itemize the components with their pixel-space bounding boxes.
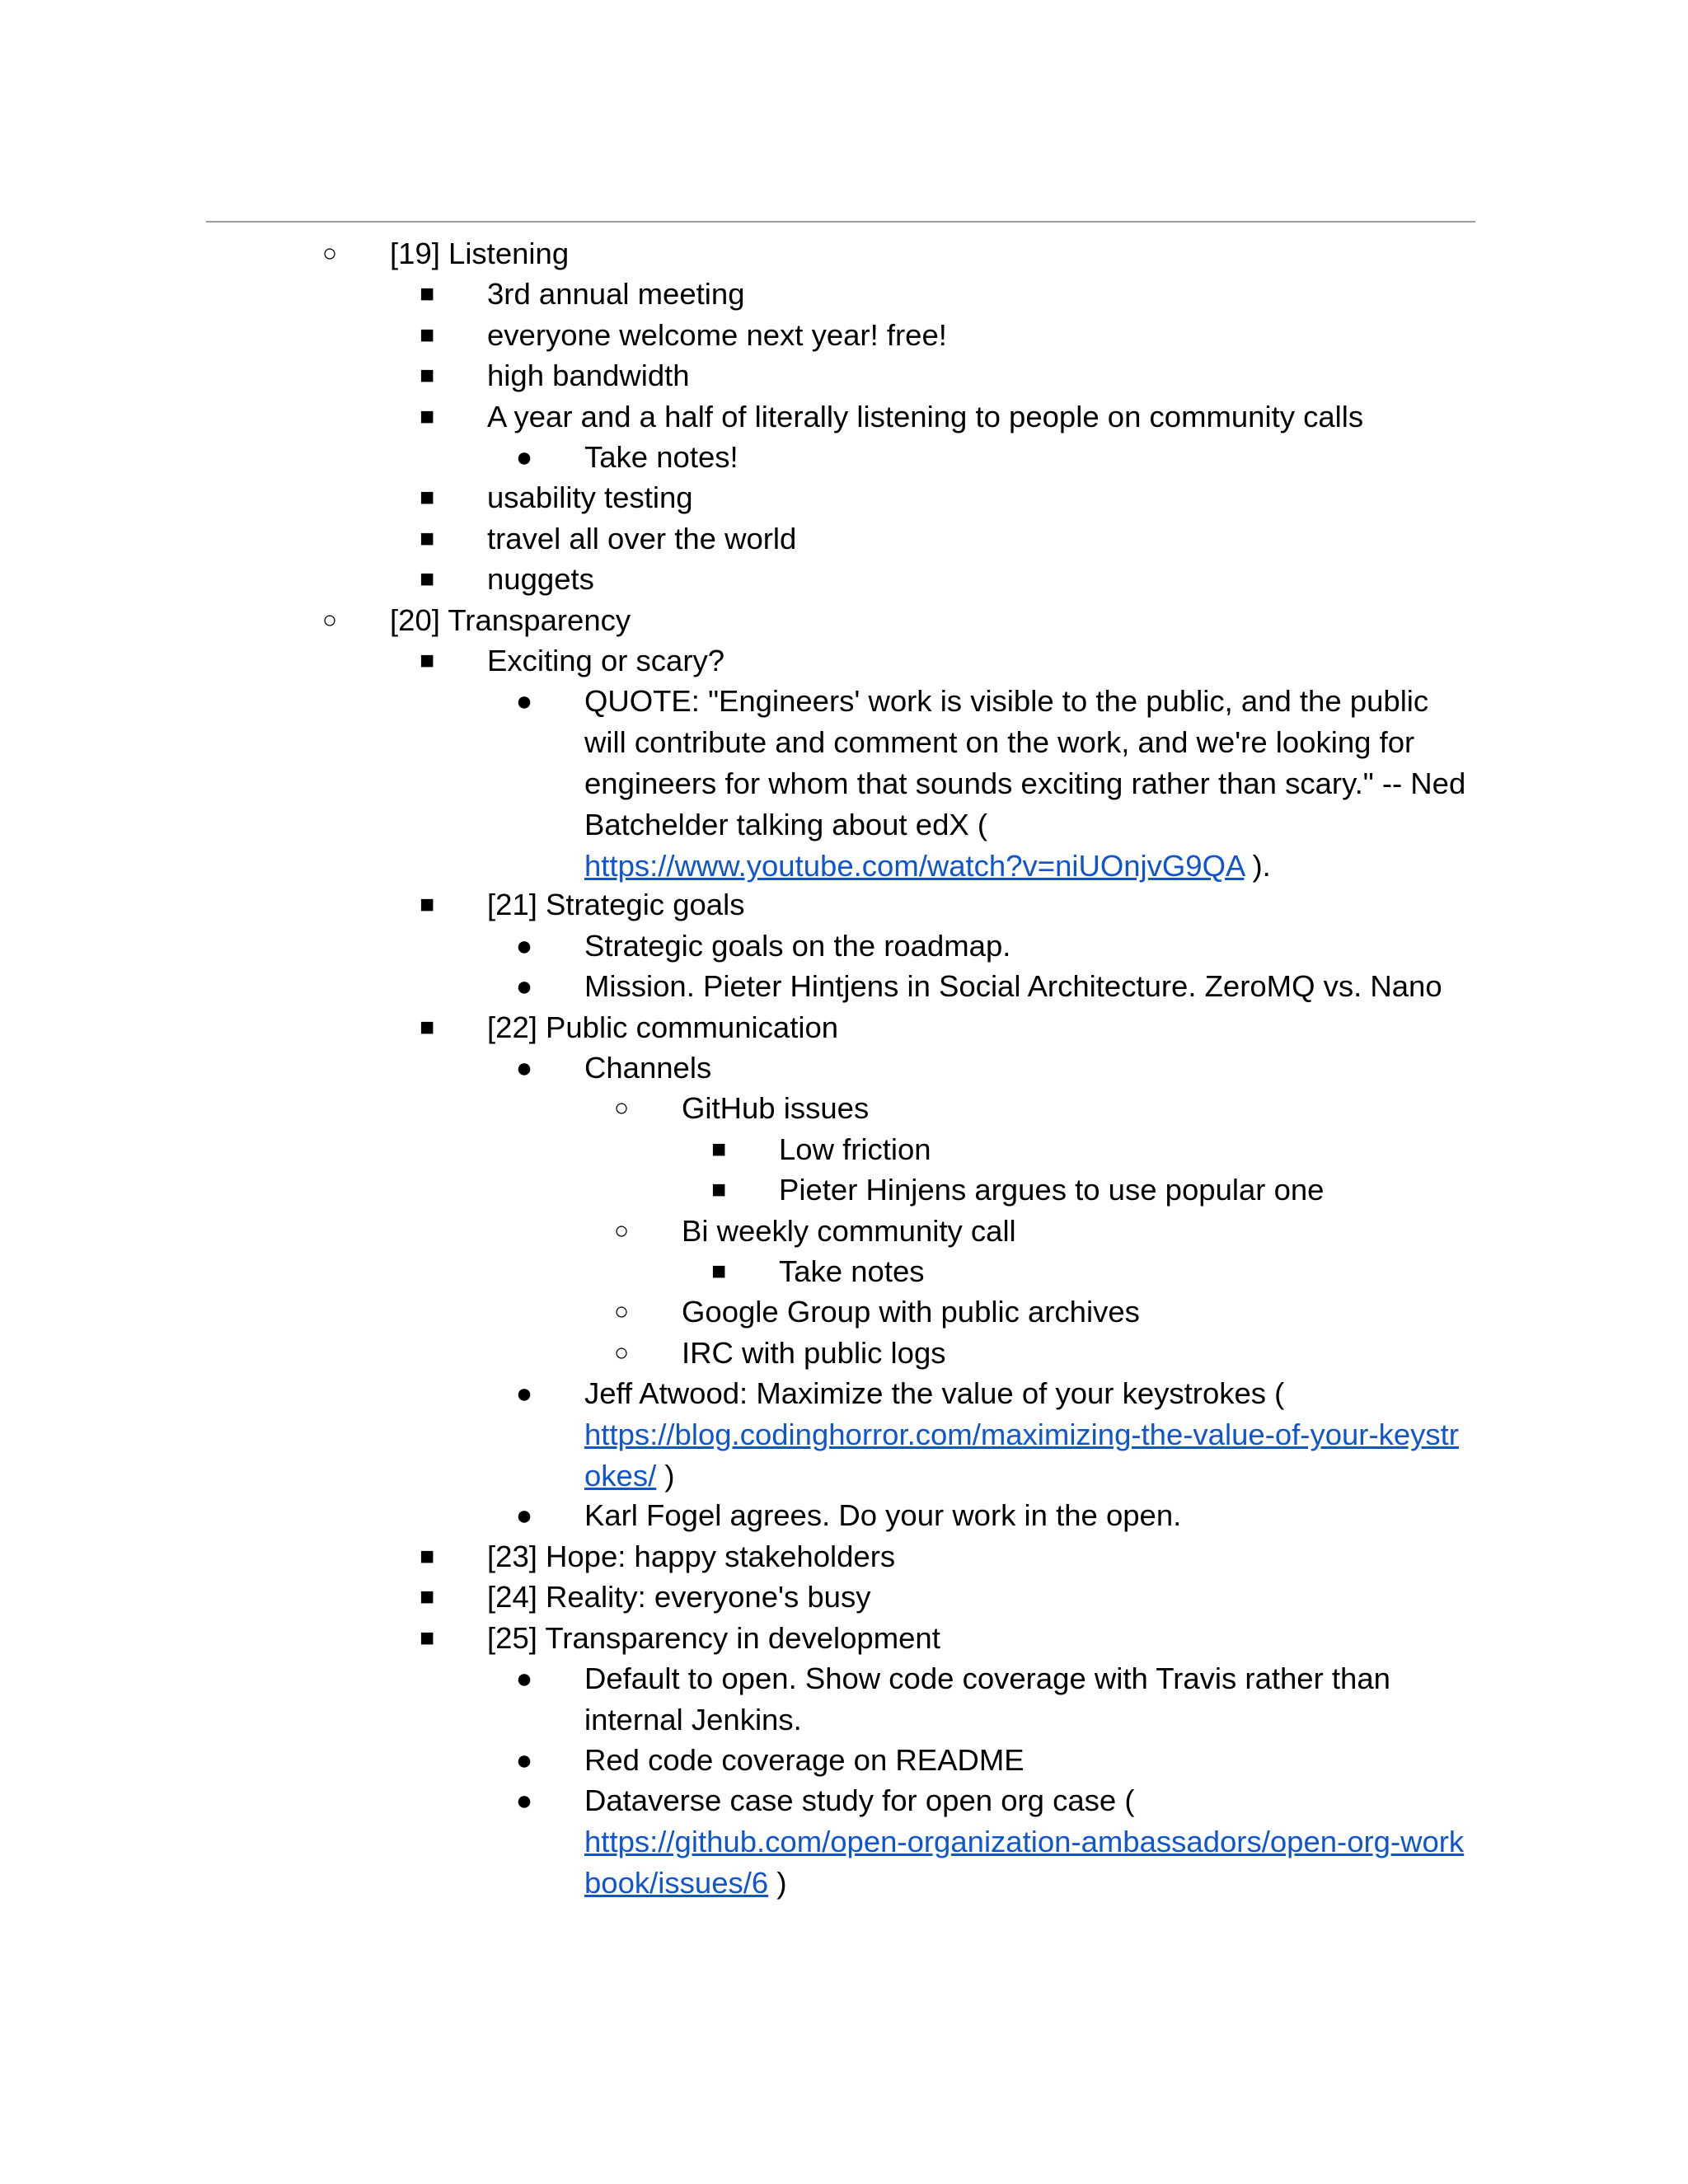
disc-bullet-icon: ● bbox=[515, 1785, 533, 1817]
list-item bbox=[0, 966, 1688, 1007]
list-item bbox=[0, 884, 1688, 926]
list-item bbox=[0, 315, 1688, 356]
square-bullet-icon: ■ bbox=[419, 280, 435, 308]
square-bullet-icon: ■ bbox=[710, 1258, 727, 1285]
square-bullet-icon: ■ bbox=[419, 647, 435, 674]
list-item bbox=[0, 1047, 1688, 1089]
list-item-text: Mission. Pieter Hintjens in Social Architecture. ZeroMQ vs. Nano bbox=[584, 969, 1442, 1004]
list-item-text: travel all over the world bbox=[487, 521, 797, 555]
list-item-text: nuggets bbox=[487, 562, 594, 597]
list-item-line bbox=[584, 1821, 1483, 1863]
list-item bbox=[0, 1373, 1688, 1495]
list-item-text: Bi weekly community call bbox=[682, 1213, 1016, 1248]
square-bullet-icon: ■ bbox=[419, 1013, 435, 1041]
list-item bbox=[0, 274, 1688, 315]
list-item bbox=[0, 559, 1688, 600]
list-item-text bbox=[584, 1373, 1483, 1497]
list-item-line bbox=[584, 804, 1483, 846]
list-item bbox=[0, 1618, 1688, 1659]
list-item bbox=[0, 477, 1688, 518]
circle-bullet-icon: ○ bbox=[613, 1338, 630, 1366]
text-segment: QUOTE: "Engineers' work is visible to the public, and the public bbox=[584, 684, 1429, 719]
list-item-text bbox=[584, 1658, 1483, 1741]
text-segment: will contribute and comment on the work, and we're looking for bbox=[584, 725, 1415, 760]
circle-bullet-icon: ○ bbox=[613, 1094, 630, 1122]
list-item-line bbox=[584, 846, 1483, 887]
list-item bbox=[0, 1088, 1688, 1129]
list-item-text: [25] Transparency in development bbox=[487, 1620, 940, 1655]
disc-bullet-icon: ● bbox=[515, 1663, 533, 1694]
square-bullet-icon: ■ bbox=[419, 524, 435, 552]
list-item-text: Exciting or scary? bbox=[487, 644, 725, 677]
list-item-line bbox=[584, 1658, 1483, 1699]
square-bullet-icon: ■ bbox=[419, 891, 435, 919]
list-item-text: Karl Fogel agrees. Do your work in the open. bbox=[584, 1498, 1182, 1533]
list-item bbox=[0, 926, 1688, 967]
list-item bbox=[0, 1291, 1688, 1333]
text-segment: internal Jenkins. bbox=[584, 1703, 802, 1736]
list-item-text: Strategic goals on the roadmap. bbox=[584, 928, 1011, 963]
text-segment: Jeff Atwood: Maximize the value of your keystrokes ( bbox=[584, 1376, 1285, 1411]
text-segment: Dataverse case study for open org case ( bbox=[584, 1783, 1135, 1818]
list-item-line bbox=[584, 722, 1483, 763]
list-item bbox=[0, 518, 1688, 560]
square-bullet-icon: ■ bbox=[419, 321, 435, 349]
disc-bullet-icon: ● bbox=[515, 442, 533, 473]
list-item-line bbox=[584, 1699, 1483, 1741]
square-bullet-icon: ■ bbox=[419, 402, 435, 430]
hyperlink[interactable]: https://www.youtube.com/watch?v=niUOnjvG9QA bbox=[584, 849, 1245, 883]
hyperlink[interactable]: book/issues/6 bbox=[584, 1866, 769, 1900]
square-bullet-icon: ■ bbox=[710, 1176, 727, 1204]
list-item bbox=[0, 1740, 1688, 1781]
list-item-text: Channels bbox=[584, 1051, 712, 1085]
list-item bbox=[0, 1169, 1688, 1211]
disc-bullet-icon: ● bbox=[515, 930, 533, 962]
list-item-text: Low friction bbox=[779, 1132, 931, 1166]
list-item bbox=[0, 355, 1688, 396]
circle-bullet-icon: ○ bbox=[321, 606, 338, 634]
list-item-line bbox=[584, 763, 1483, 804]
list-item bbox=[0, 233, 1688, 274]
list-item-line bbox=[584, 1455, 1483, 1497]
circle-bullet-icon: ○ bbox=[613, 1298, 630, 1326]
list-item-text: A year and a half of literally listening to people on community calls bbox=[487, 399, 1364, 434]
list-item bbox=[0, 600, 1688, 641]
list-item-text: [21] Strategic goals bbox=[487, 888, 745, 922]
circle-bullet-icon: ○ bbox=[613, 1216, 630, 1244]
list-item-text: everyone welcome next year! free! bbox=[487, 317, 947, 352]
list-item-line bbox=[584, 1780, 1483, 1821]
list-item-text: IRC with public logs bbox=[682, 1335, 946, 1370]
list-item-line bbox=[584, 681, 1483, 722]
text-segment: ) bbox=[656, 1459, 675, 1493]
list-item bbox=[0, 1495, 1688, 1536]
text-segment: ). bbox=[1244, 849, 1271, 883]
list-item-text: [24] Reality: everyone's busy bbox=[487, 1580, 871, 1615]
list-item-text: 3rd annual meeting bbox=[487, 277, 745, 312]
text-segment: ) bbox=[768, 1866, 787, 1900]
list-item-line bbox=[584, 1863, 1483, 1904]
list-item bbox=[0, 1007, 1688, 1048]
text-segment: Batchelder talking about edX ( bbox=[584, 808, 988, 842]
list-item bbox=[0, 1129, 1688, 1170]
list-item bbox=[0, 1577, 1688, 1618]
disc-bullet-icon: ● bbox=[515, 971, 533, 1003]
list-item-text: Google Group with public archives bbox=[682, 1295, 1140, 1329]
list-item-text: GitHub issues bbox=[682, 1091, 870, 1126]
square-bullet-icon: ■ bbox=[419, 565, 435, 593]
list-item-text: [20] Transparency bbox=[390, 602, 631, 637]
list-item-line bbox=[584, 1414, 1483, 1455]
hyperlink[interactable]: https://github.com/open-organization-ambassadors/open-org-work bbox=[584, 1825, 1465, 1859]
list-item bbox=[0, 1251, 1688, 1292]
list-item bbox=[0, 1333, 1688, 1374]
list-item-text bbox=[584, 681, 1483, 887]
list-item bbox=[0, 1211, 1688, 1252]
list-item-text: Red code coverage on README bbox=[584, 1742, 1025, 1777]
list-item-text: [22] Public communication bbox=[487, 1010, 839, 1044]
list-item bbox=[0, 681, 1688, 884]
list-item-text: usability testing bbox=[487, 480, 693, 515]
square-bullet-icon: ■ bbox=[419, 1624, 435, 1652]
disc-bullet-icon: ● bbox=[515, 1500, 533, 1532]
list-item-text: [19] Listening bbox=[390, 237, 570, 270]
square-bullet-icon: ■ bbox=[419, 1542, 435, 1570]
list-item-text: Take notes bbox=[779, 1254, 925, 1288]
list-item-text: Pieter Hinjens argues to use popular one bbox=[779, 1173, 1325, 1207]
square-bullet-icon: ■ bbox=[710, 1135, 727, 1163]
disc-bullet-icon: ● bbox=[515, 1744, 533, 1776]
hyperlink[interactable]: okes/ bbox=[584, 1459, 657, 1493]
list-item-text bbox=[584, 1780, 1483, 1904]
list-item-line bbox=[584, 1373, 1483, 1414]
hyperlink[interactable]: https://blog.codinghorror.com/maximizing-the-value-of-your-keystr bbox=[584, 1418, 1459, 1452]
list-item bbox=[0, 1780, 1688, 1902]
text-segment: Default to open. Show code coverage with Travis rather than bbox=[584, 1661, 1390, 1695]
list-item-text: [23] Hope: happy stakeholders bbox=[487, 1539, 896, 1573]
list-item bbox=[0, 437, 1688, 478]
list-item bbox=[0, 1536, 1688, 1577]
list-item-text: Take notes! bbox=[584, 440, 738, 474]
list-item bbox=[0, 640, 1688, 682]
disc-bullet-icon: ● bbox=[515, 1052, 533, 1084]
list-item-text: high bandwidth bbox=[487, 359, 690, 393]
square-bullet-icon: ■ bbox=[419, 484, 435, 512]
circle-bullet-icon: ○ bbox=[321, 240, 338, 267]
page-header-rule bbox=[206, 221, 1475, 223]
list-item bbox=[0, 396, 1688, 438]
text-segment: engineers for whom that sounds exciting rather than scary." -- Ned bbox=[584, 766, 1466, 801]
square-bullet-icon: ■ bbox=[419, 1583, 435, 1611]
disc-bullet-icon: ● bbox=[515, 1378, 533, 1410]
list-item bbox=[0, 1658, 1688, 1740]
disc-bullet-icon: ● bbox=[515, 686, 533, 718]
square-bullet-icon: ■ bbox=[419, 362, 435, 390]
